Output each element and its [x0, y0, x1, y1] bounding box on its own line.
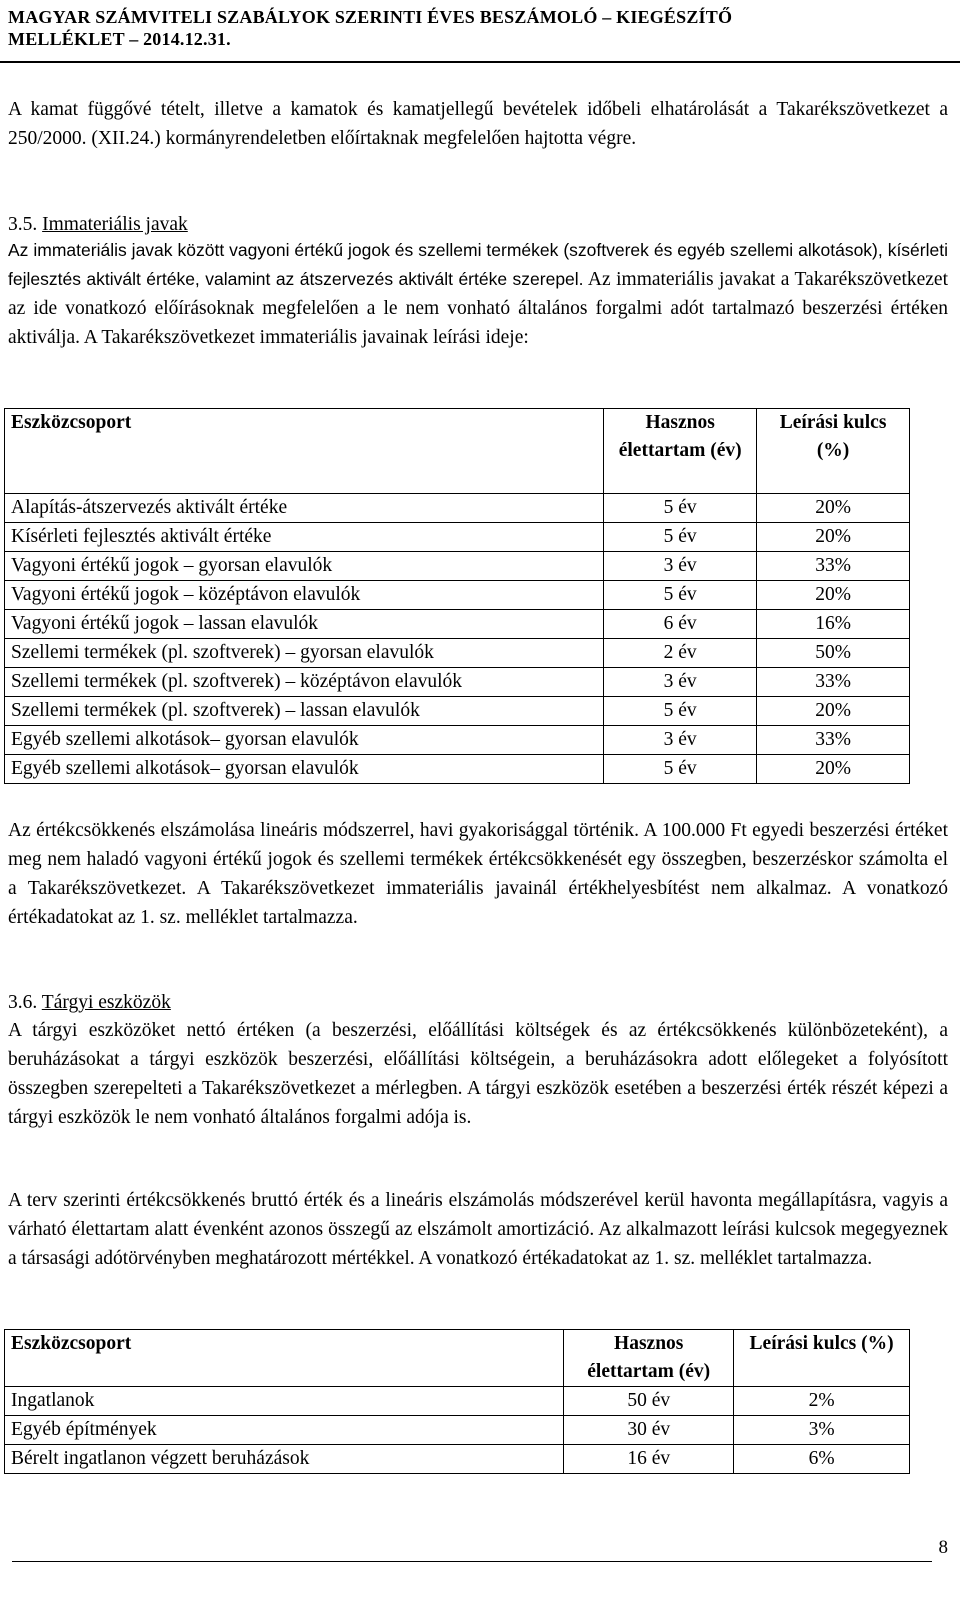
cell-useful-life: 2 év [604, 639, 757, 668]
section-3-6-title: Tárgyi eszközök [41, 992, 171, 1013]
header-asset-group: Eszközcsoport [5, 409, 604, 494]
section-3-5-title: Immateriális javak [42, 214, 188, 235]
table-row [5, 552, 910, 581]
cell-asset-group: Egyéb szellemi alkotások– gyorsan elavulók [5, 726, 604, 755]
table-header-row [5, 1330, 910, 1387]
cell-depreciation-rate: 20% [757, 523, 910, 552]
header-useful-life: Hasznos élettartam (év) [564, 1330, 734, 1387]
cell-useful-life: 30 év [564, 1416, 734, 1445]
table-row [5, 755, 910, 784]
cell-depreciation-rate: 33% [757, 726, 910, 755]
cell-asset-group: Vagyoni értékű jogok – gyorsan elavulók [5, 552, 604, 581]
cell-asset-group: Szellemi termékek (pl. szoftverek) – lassan elavulók [5, 697, 604, 726]
cell-depreciation-rate: 20% [757, 755, 910, 784]
page-number: 8 [938, 1537, 948, 1558]
document-header [8, 6, 948, 50]
header-depreciation-rate: Leírási kulcs (%) [734, 1330, 910, 1387]
table-row [5, 726, 910, 755]
section-3-5-para-sans: Az immateriális javak között vagyoni értékű jogok és szellemi termékek (szoftverek és egyéb szellemi alkotások), kísérleti fejlesztés aktivált értéke, valamint az átszervezés aktivált értéke szerepel. [8, 240, 948, 289]
cell-depreciation-rate: 3% [734, 1416, 910, 1445]
table-row [5, 1445, 910, 1474]
intro-paragraph: A kamat függővé tételt, illetve a kamatok és kamatjellegű bevételek időbeli elhatárolását a Takarékszövetkezet a 250/2000. (XII.24.) kormányrendeletben előírtaknak megfelelően hajtotta végre. [8, 99, 948, 149]
cell-useful-life: 16 év [564, 1445, 734, 1474]
tangible-assets-table [4, 1329, 910, 1474]
header-divider [0, 61, 960, 63]
table-header-row [5, 409, 910, 494]
section-3-5-text [8, 236, 948, 352]
cell-depreciation-rate: 20% [757, 494, 910, 523]
header-depreciation-rate: Leírási kulcs (%) [757, 409, 910, 494]
table-row [5, 1387, 910, 1416]
cell-depreciation-rate: 16% [757, 610, 910, 639]
section-3-5-number: 3.5. [8, 214, 38, 235]
footer-divider [12, 1561, 932, 1562]
cell-useful-life: 3 év [604, 726, 757, 755]
header-line-1: MAGYAR SZÁMVITELI SZABÁLYOK SZERINTI ÉVES BESZÁMOLÓ – KIEGÉSZÍTŐ [8, 7, 733, 27]
table-row [5, 523, 910, 552]
cell-depreciation-rate: 20% [757, 581, 910, 610]
cell-useful-life: 3 év [604, 552, 757, 581]
table-row [5, 581, 910, 610]
header-line-2: MELLÉKLET – 2014.12.31. [8, 29, 231, 49]
cell-depreciation-rate: 50% [757, 639, 910, 668]
table-row [5, 697, 910, 726]
section-3-5-para-serif: Az immateriális javakat a Takarékszövetkezet az ide vonatkozó előírásoknak megfelelően a le nem vonható általános forgalmi adót tartalmazó beszerzési értéken aktiválja. A Takarékszövetkezet immateriális javainak leírási ideje: [8, 269, 948, 348]
cell-depreciation-rate: 33% [757, 552, 910, 581]
cell-useful-life: 50 év [564, 1387, 734, 1416]
table-row [5, 639, 910, 668]
cell-depreciation-rate: 6% [734, 1445, 910, 1474]
cell-asset-group: Ingatlanok [5, 1387, 564, 1416]
cell-useful-life: 3 év [604, 668, 757, 697]
section-3-6-paragraph-2: A terv szerinti értékcsökkenés bruttó érték és a lineáris elszámolás módszerével kerül havonta megállapításra, vagyis a várható élettartam alatt évenként azonos összegű az elszámolt amortizáció. Az alkalmazott leírási kulcsok megegyeznek a társasági adótörvényben meghatározott mértékkel. A vonatkozó értékadatokat az 1. sz. melléklet tartalmazza. [8, 1190, 948, 1269]
cell-useful-life: 5 év [604, 494, 757, 523]
cell-depreciation-rate: 2% [734, 1387, 910, 1416]
intangible-assets-table [4, 408, 910, 784]
cell-useful-life: 5 év [604, 523, 757, 552]
cell-asset-group: Egyéb építmények [5, 1416, 564, 1445]
cell-useful-life: 6 év [604, 610, 757, 639]
cell-useful-life: 5 év [604, 581, 757, 610]
table-row [5, 610, 910, 639]
section-3-6-number: 3.6. [8, 992, 38, 1013]
cell-useful-life: 5 év [604, 697, 757, 726]
header-asset-group: Eszközcsoport [5, 1330, 564, 1387]
header-useful-life: Hasznos élettartam (év) [604, 409, 757, 494]
amortization-paragraph: Az értékcsökkenés elszámolása lineáris módszerrel, havi gyakorisággal történik. A 100.000 Ft egyedi beszerzési értéket meg nem haladó vagyoni értékű jogok és szellemi termékek értékcsökkenését egy összegben, beszerzéskor számolta el a Takarékszövetkezet. A Takarékszövetkezet immateriális javainál értékhelyesbítést nem alkalmaz. A vonatkozó értékadatokat az 1. sz. melléklet tartalmazza. [8, 820, 948, 928]
section-3-5-heading [8, 210, 188, 239]
cell-asset-group: Szellemi termékek (pl. szoftverek) – középtávon elavulók [5, 668, 604, 697]
cell-asset-group: Vagyoni értékű jogok – lassan elavulók [5, 610, 604, 639]
cell-asset-group: Bérelt ingatlanon végzett beruházások [5, 1445, 564, 1474]
cell-depreciation-rate: 20% [757, 697, 910, 726]
cell-asset-group: Szellemi termékek (pl. szoftverek) – gyorsan elavulók [5, 639, 604, 668]
cell-asset-group: Vagyoni értékű jogok – középtávon elavulók [5, 581, 604, 610]
section-3-6-heading [8, 988, 171, 1017]
table-row [5, 668, 910, 697]
cell-asset-group: Alapítás-átszervezés aktivált értéke [5, 494, 604, 523]
cell-useful-life: 5 év [604, 755, 757, 784]
cell-asset-group: Kísérleti fejlesztés aktivált értéke [5, 523, 604, 552]
table-row [5, 494, 910, 523]
table-row [5, 1416, 910, 1445]
section-3-6-paragraph-1: A tárgyi eszközöket nettó értéken (a beszerzési, előállítási költségek és az értékcsökkenés különbözeteként), a beruházásokat a tárgyi eszközök beszerzési, előállítási költségein, a beruházásokra adott előlegeket a folyósított összegben szerepelteti a Takarékszövetkezet a mérlegben. A tárgyi eszközök esetében a beszerzési érték részét képezi a tárgyi eszközök le nem vonható általános forgalmi adója is. [8, 1020, 948, 1128]
cell-asset-group: Egyéb szellemi alkotások– gyorsan elavulók [5, 755, 604, 784]
cell-depreciation-rate: 33% [757, 668, 910, 697]
